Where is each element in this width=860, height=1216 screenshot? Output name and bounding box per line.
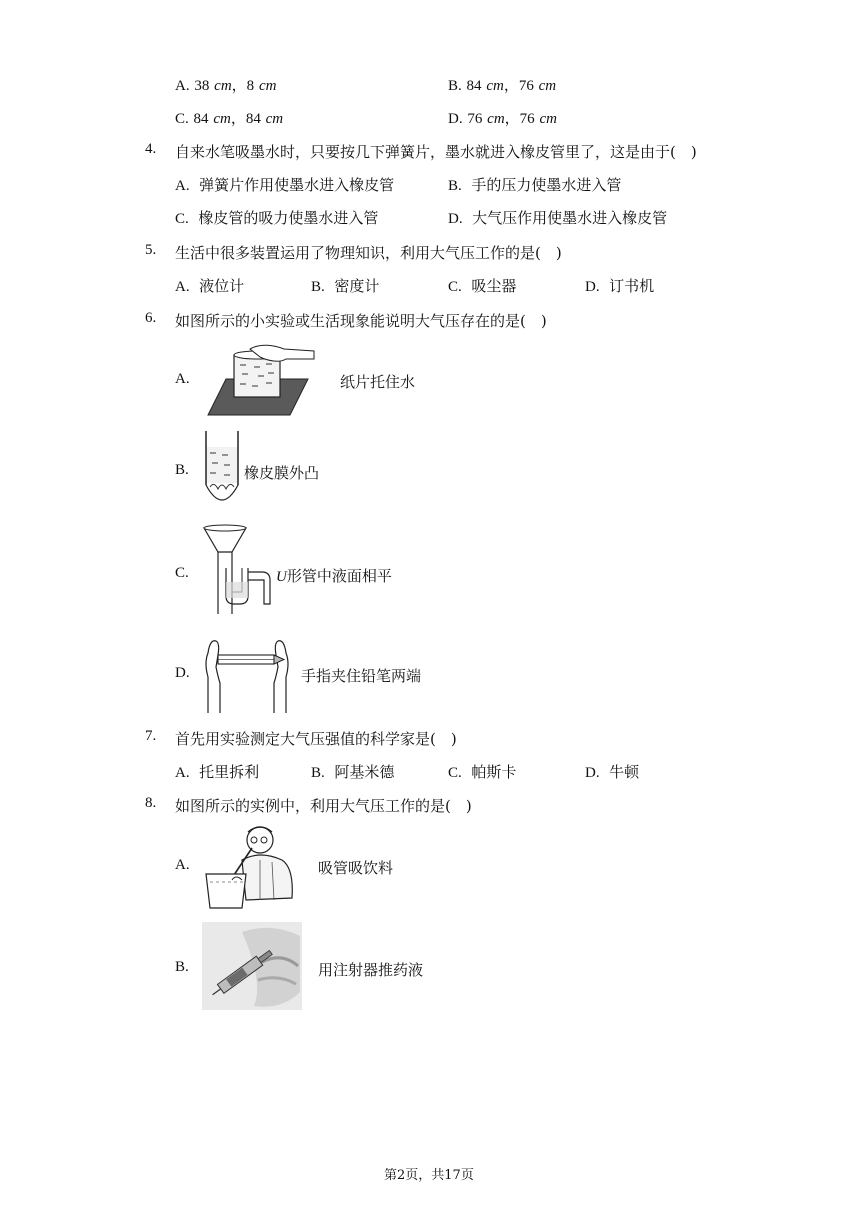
q3-option-b-value1: 84: [466, 78, 482, 94]
syringe-injection-figure: [202, 922, 302, 1010]
q3-option-c-unit2: cm: [265, 111, 284, 127]
q5-option-a-letter: A.: [175, 279, 190, 295]
q6-option-d-letter: D.: [175, 665, 190, 681]
q7-option-d: [585, 761, 639, 782]
q7-option-c: [448, 761, 516, 782]
q6-option-c-text: [276, 565, 392, 586]
q8-stem: 如图所示的实例中，利用大气压工作的是( ): [175, 797, 472, 815]
q3-option-b: [448, 74, 556, 95]
q7-option-b-letter: B.: [311, 765, 325, 781]
q8-option-a-letter: A.: [175, 857, 190, 873]
q8-option-b-text: 用注射器推药液: [318, 961, 424, 979]
q6-number: 6.: [145, 310, 157, 326]
q5-option-d-text: 订书机: [609, 277, 655, 295]
q5-option-a: [175, 275, 244, 296]
q5-option-a-text: 液位计: [199, 277, 245, 295]
q5-option-c-text: 吸尘器: [471, 277, 517, 295]
q4-option-d-letter: D.: [448, 211, 463, 227]
q5-option-b-text: 密度计: [334, 277, 380, 295]
q7-option-c-text: 帕斯卡: [471, 763, 517, 781]
q3-option-b-sep: ，: [503, 76, 519, 94]
q4-option-c: [175, 207, 378, 228]
q5-stem: 生活中很多装置运用了物理知识，利用大气压工作的是( ): [175, 244, 562, 262]
q3-option-c-value2: 84: [245, 111, 261, 127]
q5-option-b-letter: B.: [311, 279, 325, 295]
paper-holds-water-figure: [204, 343, 316, 419]
q7-option-b: [311, 761, 394, 782]
q3-option-d-value1: 76: [467, 111, 483, 127]
q4-number: 4.: [145, 141, 157, 157]
q5-option-c-letter: C.: [448, 279, 462, 295]
q3-option-d-value2: 76: [519, 111, 535, 127]
q3-option-c-sep: ，: [230, 109, 246, 127]
q6-stem: 如图所示的小实验或生活现象能说明大气压存在的是( ): [175, 312, 547, 330]
q7-option-b-text: 阿基米德: [334, 763, 395, 781]
q8-option-a-text: 吸管吸饮料: [318, 859, 394, 877]
q5-number: 5.: [145, 242, 157, 258]
q4-option-a-letter: A.: [175, 178, 190, 194]
q7-option-a: [175, 761, 259, 782]
q6-option-c-var: U: [276, 569, 287, 585]
q6-option-c-label: 形管中液面相平: [286, 567, 392, 585]
q3-option-a-sep: ，: [231, 76, 247, 94]
fingers-hold-pencil-figure: [200, 633, 296, 713]
q3-option-a-letter: A.: [175, 78, 190, 94]
q5-option-c: [448, 275, 516, 296]
q4-option-a: [175, 174, 394, 195]
q3-option-d-unit1: cm: [487, 111, 505, 127]
q4-option-b-letter: B.: [448, 178, 462, 194]
q5-option-b: [311, 275, 379, 296]
q6-option-c-letter: C.: [175, 565, 189, 581]
q5-option-d: [585, 275, 654, 296]
q6-option-b-text: 橡皮膜外凸: [244, 464, 320, 482]
q6-option-d-text: 手指夹住铅笔两端: [301, 667, 422, 685]
q7-option-c-letter: C.: [448, 765, 462, 781]
q4-option-d: [448, 207, 667, 228]
q3-option-a-value1: 38: [194, 78, 210, 94]
q6-option-a-text: 纸片托住水: [340, 373, 416, 391]
q4-option-b-text: 手的压力使墨水进入管: [471, 176, 622, 194]
q4-option-c-letter: C.: [175, 211, 189, 227]
q4-option-a-text: 弹簧片作用使墨水进入橡皮管: [199, 176, 395, 194]
q6-option-b-letter: B.: [175, 462, 189, 478]
q3-option-b-letter: B.: [448, 78, 462, 94]
q3-option-a-value2: 8: [246, 78, 255, 94]
q8-option-b-letter: B.: [175, 959, 189, 975]
q3-option-d-sep: ，: [504, 109, 520, 127]
q3-option-c-unit1: cm: [213, 111, 231, 127]
q3-option-a-unit1: cm: [214, 78, 232, 94]
q3-option-b-value2: 76: [518, 78, 534, 94]
drinking-straw-figure: [202, 820, 298, 910]
q7-option-d-text: 牛顿: [609, 763, 640, 781]
q3-option-c-letter: C.: [175, 111, 189, 127]
q3-option-d: [448, 107, 557, 128]
q3-option-a: [175, 74, 276, 95]
q7-option-a-letter: A.: [175, 765, 190, 781]
q4-option-b: [448, 174, 621, 195]
q3-option-d-unit2: cm: [539, 111, 557, 127]
q7-option-a-text: 托里拆利: [199, 763, 260, 781]
q8-number: 8.: [145, 795, 157, 811]
q3-option-d-letter: D.: [448, 111, 463, 127]
q3-option-a-unit2: cm: [258, 78, 277, 94]
q3-option-c-value1: 84: [193, 111, 209, 127]
funnel-u-tube-figure: [202, 524, 276, 618]
q5-option-d-letter: D.: [585, 279, 600, 295]
q4-option-c-text: 橡皮管的吸力使墨水进入管: [198, 209, 379, 227]
page-footer: 第2页，共17页: [384, 1168, 474, 1183]
q4-stem: 自来水笔吸墨水时，只要按几下弹簧片，墨水就进入橡皮管里了，这是由于( ): [175, 143, 697, 161]
q3-option-c: [175, 107, 283, 128]
q7-stem: 首先用实验测定大气压强值的科学家是( ): [175, 730, 457, 748]
q6-option-a-letter: A.: [175, 371, 190, 387]
q3-option-b-unit2: cm: [538, 78, 557, 94]
q7-option-d-letter: D.: [585, 765, 600, 781]
q4-option-d-text: 大气压作用使墨水进入橡皮管: [472, 209, 668, 227]
q3-option-b-unit1: cm: [486, 78, 504, 94]
rubber-membrane-tube-figure: [200, 431, 244, 509]
q7-number: 7.: [145, 728, 157, 744]
